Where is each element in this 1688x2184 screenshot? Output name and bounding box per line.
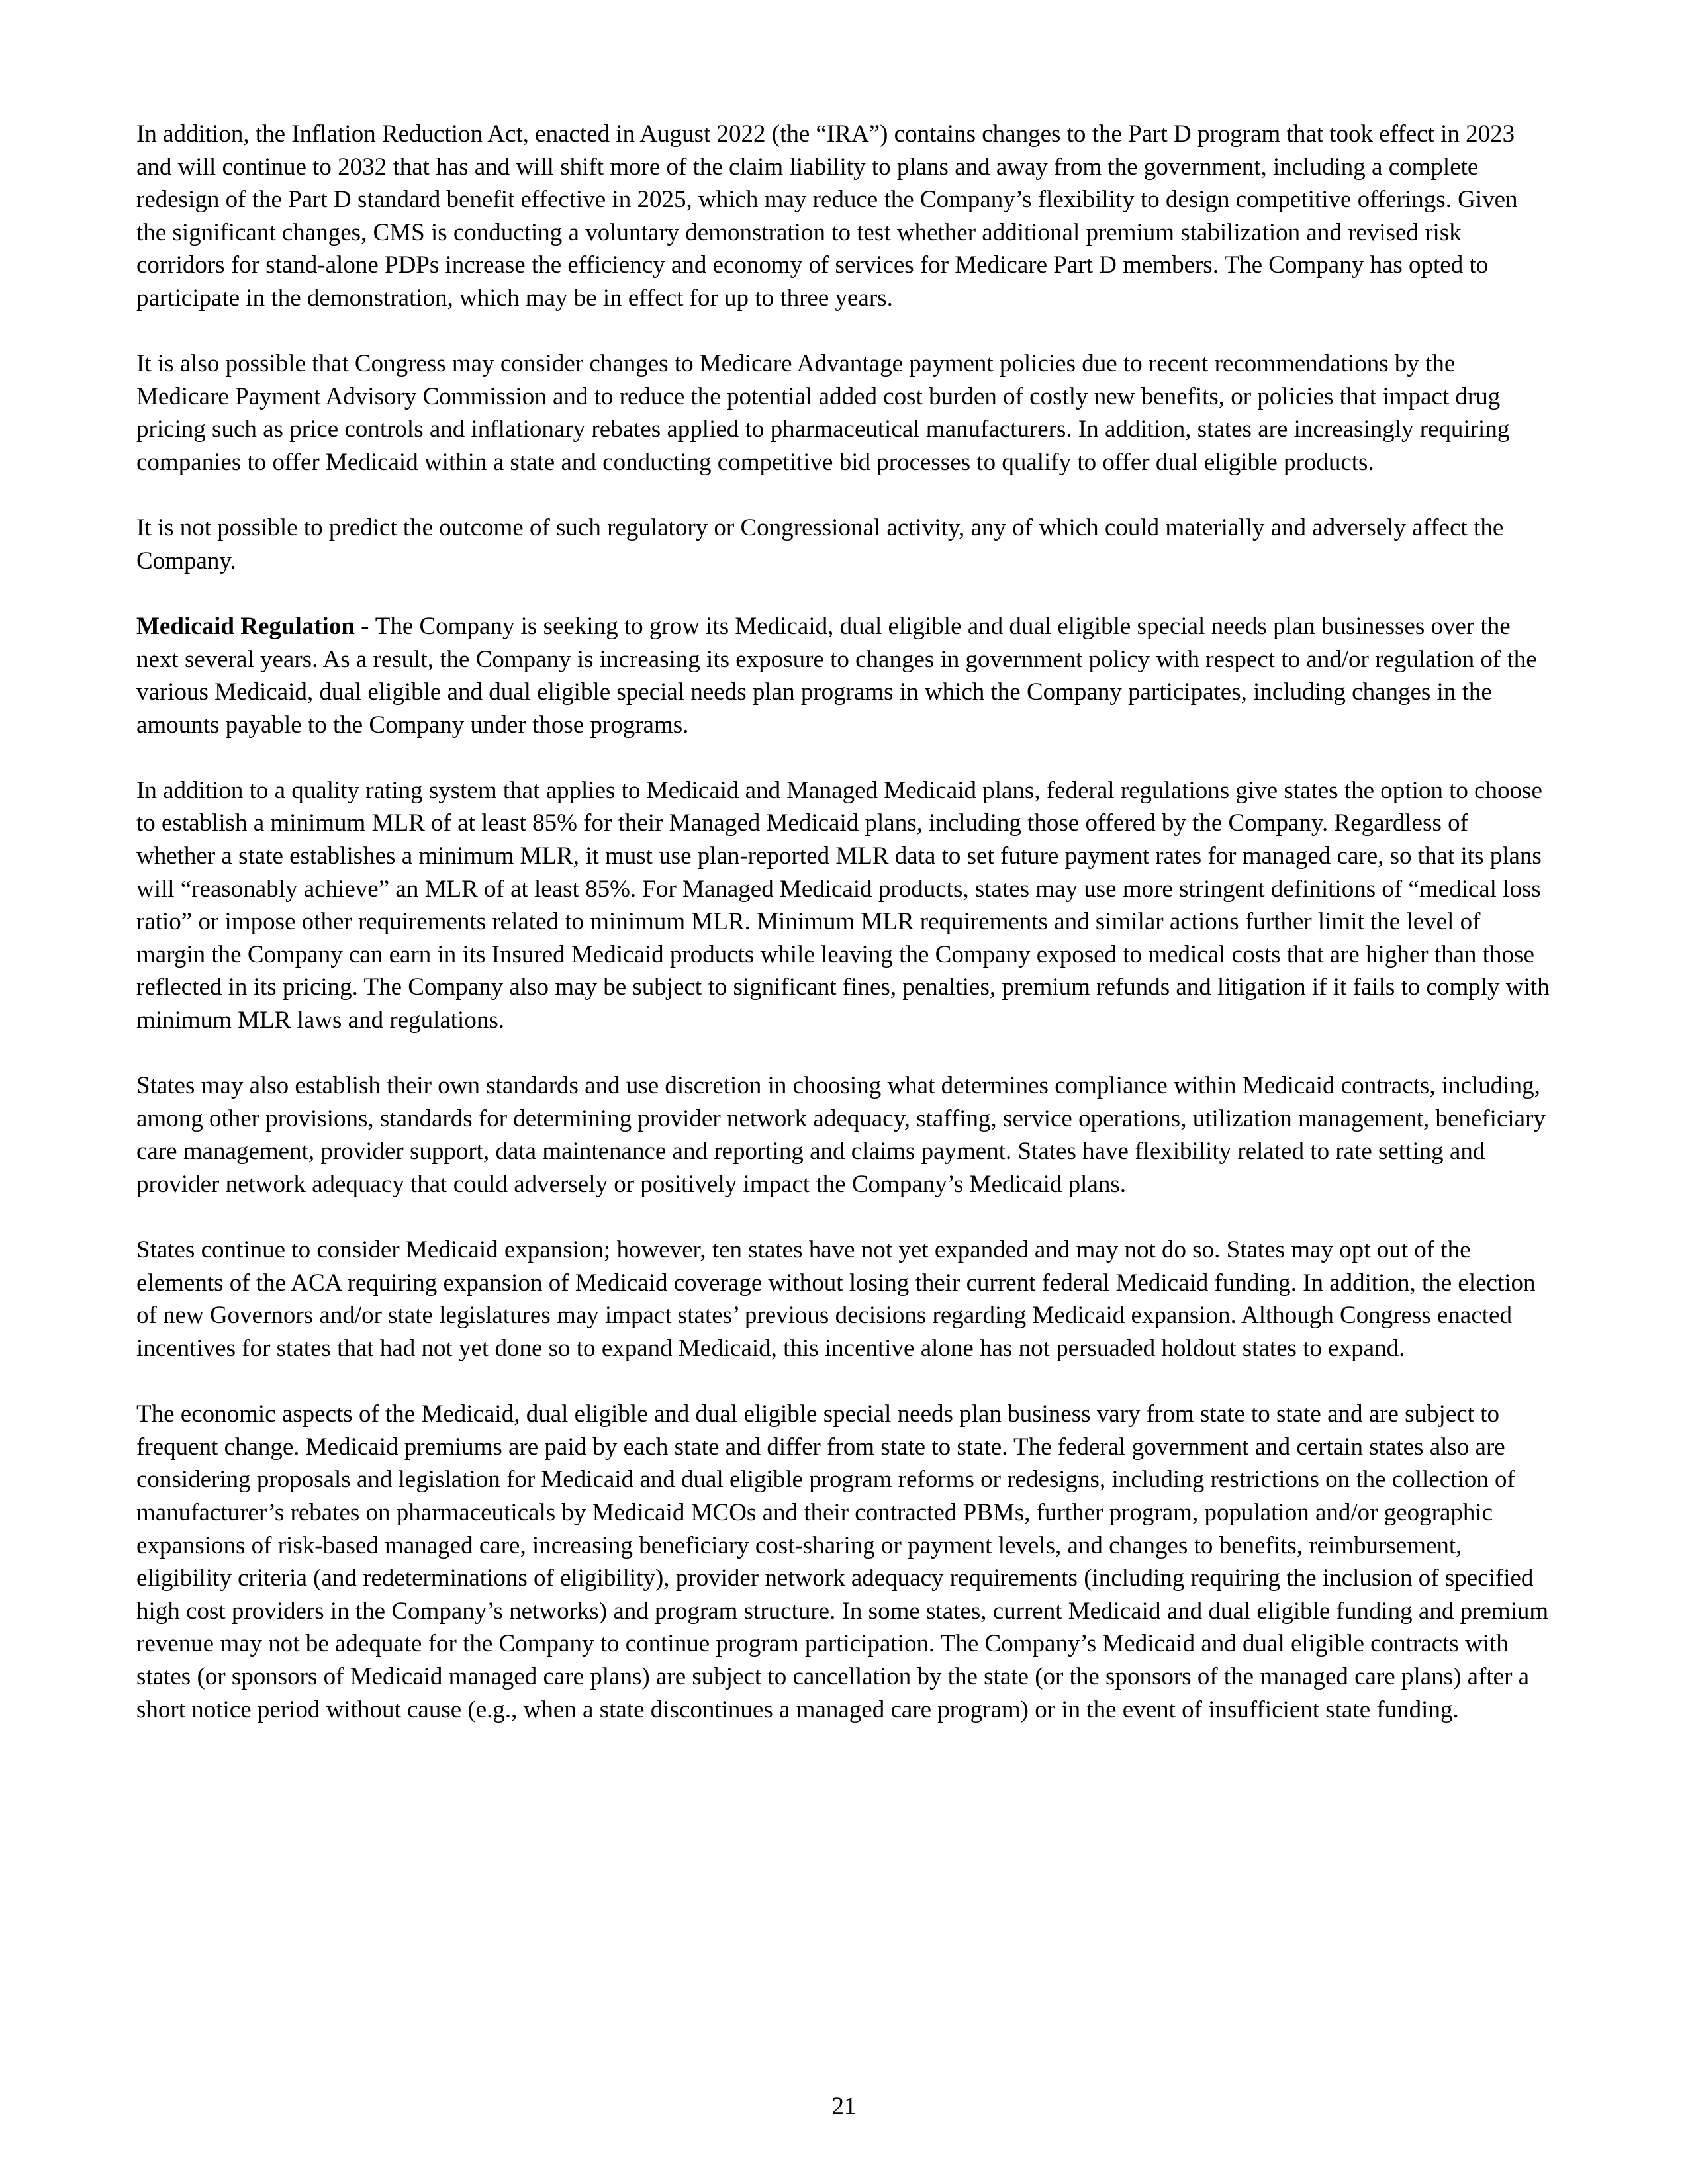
paragraph-quality-rating-mlr (136, 774, 1553, 1037)
paragraph-text: States continue to consider Medicaid expansion; however, ten states have not yet expanded and may not do so. States may opt out of the elements of the ACA requiring expansion of Medicaid coverage without losing their current federal Medicaid funding. In addition, the election of new Governors and/or state legislatures may impact states’ previous decisions regarding Medicaid expansion. Although Congress enacted incentives for states that had not yet done so to expand Medicaid, this incentive alone has not persuaded holdout states to expand. (136, 1236, 1536, 1362)
paragraph-medicaid-expansion (136, 1234, 1553, 1365)
paragraph-text: It is also possible that Congress may consider changes to Medicare Advantage payment policies due to recent recommendations by the Medicare Payment Advisory Commission and to reduce the potential added cost burden of costly new benefits, or policies that impact drug pricing such as price controls and inflationary rebates applied to pharmaceutical manufacturers. In addition, states are increasingly requiring companies to offer Medicaid within a state and conducting competitive bid processes to qualify to offer dual eligible products. (136, 350, 1510, 476)
paragraph-state-standards (136, 1069, 1553, 1201)
paragraph-medicaid-regulation (136, 610, 1553, 741)
section-heading-medicaid-regulation: Medicaid Regulation - (136, 612, 375, 640)
paragraph-text: In addition to a quality rating system that applies to Medicaid and Managed Medicaid plans, federal regulations give states the option to choose to establish a minimum MLR of at least 85% for their Managed Medicaid plans, including those offered by the Company. Regardless of whether a state establishes a minimum MLR, it must use plan-reported MLR data to set future payment rates for managed care, so that its plans will “reasonably achieve” an MLR of at least 85%. For Managed Medicaid products, states may use more stringent definitions of “medical loss ratio” or impose other requirements related to minimum MLR. Minimum MLR requirements and similar actions further limit the level of margin the Company can earn in its Insured Medicaid products while leaving the Company exposed to medical costs that are higher than those reflected in its pricing. The Company also may be subject to significant fines, penalties, premium refunds and litigation if it fails to comply with minimum MLR laws and regulations. (136, 776, 1550, 1034)
paragraph-outcome-prediction (136, 512, 1553, 577)
paragraph-economic-aspects (136, 1398, 1553, 1726)
paragraph-text: States may also establish their own standards and use discretion in choosing what determines compliance within Medicaid contracts, including, among other provisions, standards for determining provider network adequacy, staffing, service operations, utilization management, beneficiary care management, provider support, data maintenance and reporting and claims payment. States have flexibility related to rate setting and provider network adequacy that could adversely or positively impact the Company’s Medicaid plans. (136, 1072, 1546, 1198)
paragraph-text: It is not possible to predict the outcome of such regulatory or Congressional activity, any of which could materially and adversely affect the Company. (136, 514, 1504, 574)
paragraph-text: The Company is seeking to grow its Medicaid, dual eligible and dual eligible special needs plan businesses over the next several years. As a result, the Company is increasing its exposure to changes in government policy with respect to and/or regulation of the various Medicaid, dual eligible and dual eligible special needs plan programs in which the Company participates, including changes in the amounts payable to the Company under those programs. (136, 612, 1537, 739)
document-body (136, 118, 1553, 1726)
paragraph-text: The economic aspects of the Medicaid, dual eligible and dual eligible special needs plan business vary from state to state and are subject to frequent change. Medicaid premiums are paid by each state and differ from state to state. The federal government and certain states also are considering proposals and legislation for Medicaid and dual eligible program reforms or redesigns, including restrictions on the collection of manufacturer’s rebates on pharmaceuticals by Medicaid MCOs and their contracted PBMs, further program, population and/or geographic expansions of risk-based managed care, increasing beneficiary cost-sharing or payment levels, and changes to benefits, reimbursement, eligibility criteria (and redeterminations of eligibility), provider network adequacy requirements (including requiring the inclusion of specified high cost providers in the Company’s networks) and program structure. In some states, current Medicaid and dual eligible funding and premium revenue may not be adequate for the Company to continue program participation. The Company’s Medicaid and dual eligible contracts with states (or sponsors of Medicaid managed care plans) are subject to cancellation by the state (or the sponsors of the managed care plans) after a short notice period without cause (e.g., when a state discontinues a managed care program) or in the event of insufficient state funding. (136, 1400, 1549, 1723)
page-number: 21 (831, 2093, 857, 2120)
paragraph-medicare-advantage-policy (136, 347, 1553, 478)
paragraph-text: In addition, the Inflation Reduction Act, enacted in August 2022 (the “IRA”) contains changes to the Part D program that took effect in 2023 and will continue to 2032 that has and will shift more of the claim liability to plans and away from the government, including a complete redesign of the Part D standard benefit effective in 2025, which may reduce the Company’s flexibility to design competitive offerings. Given the significant changes, CMS is conducting a voluntary demonstration to test whether additional premium stabilization and revised risk corridors for stand-alone PDPs increase the efficiency and economy of services for Medicare Part D members. The Company has opted to participate in the demonstration, which may be in effect for up to three years. (136, 120, 1518, 312)
paragraph-ira-part-d (136, 118, 1553, 315)
